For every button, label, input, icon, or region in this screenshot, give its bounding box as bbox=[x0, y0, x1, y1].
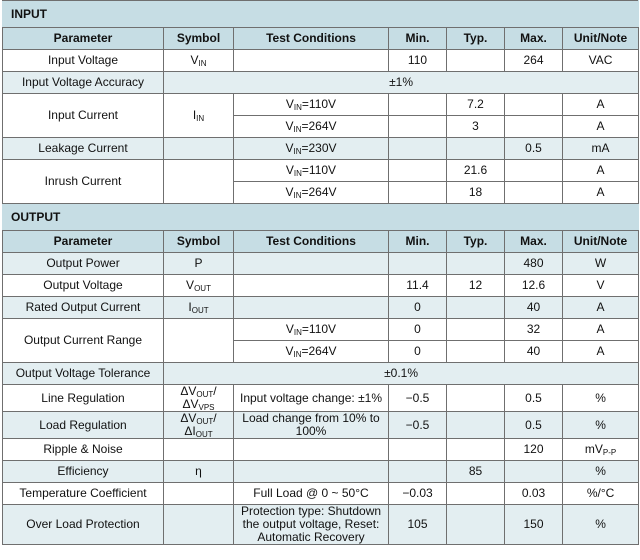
cond-value: =110V bbox=[301, 163, 337, 177]
cond-cell bbox=[234, 253, 389, 275]
col-header-typ: Typ. bbox=[447, 28, 505, 50]
input-column-headers bbox=[3, 28, 639, 50]
param-output-current-range: Output Current Range bbox=[3, 319, 164, 363]
unit-cell: VAC bbox=[563, 50, 639, 72]
typ-cell bbox=[447, 412, 505, 439]
max-cell: 40 bbox=[505, 297, 563, 319]
symbol-cell bbox=[164, 412, 234, 439]
col-header-min: Min. bbox=[389, 231, 447, 253]
unit-cell: A bbox=[563, 182, 639, 204]
max-cell bbox=[505, 461, 563, 483]
cond-subscript: IN bbox=[293, 147, 302, 156]
unit-cell: A bbox=[563, 319, 639, 341]
symbol-text: V bbox=[190, 53, 199, 67]
cond-cell bbox=[234, 94, 389, 116]
table-row bbox=[3, 319, 639, 341]
param-input-voltage: Input Voltage bbox=[3, 50, 164, 72]
min-cell: 105 bbox=[389, 505, 447, 545]
symbol-cell bbox=[164, 505, 234, 545]
typ-cell bbox=[447, 483, 505, 505]
typ-cell bbox=[447, 319, 505, 341]
cond-subscript: IN bbox=[293, 191, 302, 200]
cond-cell bbox=[234, 297, 389, 319]
symbol-cell: η bbox=[164, 461, 234, 483]
unit-cell: % bbox=[563, 385, 639, 412]
cond-cell bbox=[234, 116, 389, 138]
table-row bbox=[3, 505, 639, 545]
cond-text: V bbox=[285, 97, 294, 111]
output-section-header bbox=[3, 204, 639, 231]
value-cell: ±0.1% bbox=[164, 363, 639, 385]
symbol-cell bbox=[164, 138, 234, 160]
max-cell: 32 bbox=[505, 319, 563, 341]
min-cell bbox=[389, 461, 447, 483]
cond-subscript: IN bbox=[293, 169, 302, 178]
typ-cell: 18 bbox=[447, 182, 505, 204]
table-row bbox=[3, 94, 639, 116]
table-row bbox=[3, 412, 639, 439]
min-cell bbox=[389, 94, 447, 116]
typ-cell bbox=[447, 341, 505, 363]
symbol-text: I bbox=[192, 108, 197, 122]
col-header-unit: Unit/Note bbox=[563, 231, 639, 253]
table-row bbox=[3, 50, 639, 72]
unit-cell: % bbox=[563, 412, 639, 439]
input-section-header bbox=[3, 1, 639, 28]
typ-cell bbox=[447, 138, 505, 160]
cond-cell bbox=[234, 138, 389, 160]
cond-cell: Input voltage change: ±1% bbox=[234, 385, 389, 412]
min-cell: −0.5 bbox=[389, 412, 447, 439]
min-cell bbox=[389, 439, 447, 461]
cond-text: V bbox=[285, 322, 294, 336]
cond-text: V bbox=[285, 185, 294, 199]
min-cell: 110 bbox=[389, 50, 447, 72]
typ-cell bbox=[447, 505, 505, 545]
symbol-cell bbox=[164, 94, 234, 138]
symbol-cell bbox=[164, 483, 234, 505]
table-row bbox=[3, 363, 639, 385]
max-cell bbox=[505, 116, 563, 138]
table-row bbox=[3, 461, 639, 483]
param-output-power: Output Power bbox=[3, 253, 164, 275]
param-efficiency: Efficiency bbox=[3, 461, 164, 483]
col-header-typ: Typ. bbox=[447, 231, 505, 253]
max-cell: 12.6 bbox=[505, 275, 563, 297]
symbol-subscript: OUT bbox=[195, 430, 213, 439]
col-header-parameter: Parameter bbox=[3, 28, 164, 50]
cond-cell: Protection type: Shutdown the output voltage, Reset: Automatic Recovery bbox=[234, 505, 389, 545]
param-input-voltage-accuracy: Input Voltage Accuracy bbox=[3, 72, 164, 94]
min-cell bbox=[389, 182, 447, 204]
param-rated-output-current: Rated Output Current bbox=[3, 297, 164, 319]
cond-cell bbox=[234, 461, 389, 483]
col-header-test-conditions: Test Conditions bbox=[234, 28, 389, 50]
typ-cell: 7.2 bbox=[447, 94, 505, 116]
unit-cell: % bbox=[563, 505, 639, 545]
cond-cell: Full Load @ 0 ~ 50°C bbox=[234, 483, 389, 505]
cond-value: =264V bbox=[301, 344, 337, 358]
unit-cell bbox=[563, 439, 639, 461]
symbol-text: /ΔI bbox=[184, 411, 217, 438]
col-header-test-conditions: Test Conditions bbox=[234, 231, 389, 253]
table-row bbox=[3, 253, 639, 275]
cond-cell bbox=[234, 319, 389, 341]
unit-cell: A bbox=[563, 94, 639, 116]
max-cell: 120 bbox=[505, 439, 563, 461]
typ-cell bbox=[447, 297, 505, 319]
symbol-text: V bbox=[186, 278, 195, 292]
unit-cell: A bbox=[563, 341, 639, 363]
param-over-load-protection: Over Load Protection bbox=[3, 505, 164, 545]
typ-cell: 3 bbox=[447, 116, 505, 138]
min-cell: 0 bbox=[389, 319, 447, 341]
symbol-subscript: OUT bbox=[196, 390, 214, 399]
output-column-headers bbox=[3, 231, 639, 253]
cond-subscript: IN bbox=[293, 103, 302, 112]
param-load-regulation: Load Regulation bbox=[3, 412, 164, 439]
max-cell: 0.5 bbox=[505, 138, 563, 160]
symbol-subscript: VPS bbox=[198, 403, 215, 412]
max-cell: 150 bbox=[505, 505, 563, 545]
unit-cell: %/°C bbox=[563, 483, 639, 505]
symbol-subscript: OUT bbox=[191, 306, 209, 315]
unit-cell: V bbox=[563, 275, 639, 297]
unit-cell: W bbox=[563, 253, 639, 275]
cond-cell bbox=[234, 341, 389, 363]
col-header-parameter: Parameter bbox=[3, 231, 164, 253]
min-cell bbox=[389, 138, 447, 160]
param-inrush-current: Inrush Current bbox=[3, 160, 164, 204]
typ-cell: 85 bbox=[447, 461, 505, 483]
table-row bbox=[3, 385, 639, 412]
table-row bbox=[3, 439, 639, 461]
symbol-cell bbox=[164, 297, 234, 319]
cond-subscript: IN bbox=[293, 125, 302, 134]
symbol-subscript: OUT bbox=[196, 417, 214, 426]
typ-cell bbox=[447, 439, 505, 461]
table-row bbox=[3, 297, 639, 319]
col-header-max: Max. bbox=[505, 28, 563, 50]
symbol-text: I bbox=[188, 300, 192, 314]
max-cell bbox=[505, 94, 563, 116]
input-section-title: INPUT bbox=[3, 1, 639, 28]
value-cell: ±1% bbox=[164, 72, 639, 94]
cond-value: =110V bbox=[301, 97, 337, 111]
param-output-voltage: Output Voltage bbox=[3, 275, 164, 297]
symbol-subscript: IN bbox=[196, 114, 205, 123]
symbol-text: ΔV bbox=[180, 411, 197, 425]
cond-text: V bbox=[285, 163, 294, 177]
col-header-symbol: Symbol bbox=[164, 231, 234, 253]
spec-table bbox=[2, 0, 639, 545]
param-line-regulation: Line Regulation bbox=[3, 385, 164, 412]
unit-cell: A bbox=[563, 116, 639, 138]
table-row bbox=[3, 275, 639, 297]
symbol-subscript: IN bbox=[198, 59, 207, 68]
table-row bbox=[3, 138, 639, 160]
typ-cell: 21.6 bbox=[447, 160, 505, 182]
unit-text: mV bbox=[584, 442, 603, 456]
max-cell: 40 bbox=[505, 341, 563, 363]
cond-cell bbox=[234, 275, 389, 297]
typ-cell bbox=[447, 50, 505, 72]
unit-cell: A bbox=[563, 160, 639, 182]
unit-cell: % bbox=[563, 461, 639, 483]
min-cell bbox=[389, 160, 447, 182]
cond-cell bbox=[234, 182, 389, 204]
max-cell bbox=[505, 160, 563, 182]
param-leakage-current: Leakage Current bbox=[3, 138, 164, 160]
symbol-cell bbox=[164, 160, 234, 204]
cond-value: =110V bbox=[301, 322, 337, 336]
unit-subscript: P-P bbox=[602, 448, 617, 457]
max-cell bbox=[505, 182, 563, 204]
min-cell: 0 bbox=[389, 297, 447, 319]
cond-text: V bbox=[285, 119, 294, 133]
min-cell: −0.03 bbox=[389, 483, 447, 505]
symbol-subscript: OUT bbox=[194, 284, 211, 293]
max-cell: 0.5 bbox=[505, 412, 563, 439]
cond-cell bbox=[234, 160, 389, 182]
unit-cell: mA bbox=[563, 138, 639, 160]
cond-cell bbox=[234, 439, 389, 461]
typ-cell: 12 bbox=[447, 275, 505, 297]
symbol-cell bbox=[164, 319, 234, 363]
min-cell: −0.5 bbox=[389, 385, 447, 412]
symbol-text: ΔV bbox=[180, 384, 197, 398]
table-row bbox=[3, 72, 639, 94]
max-cell: 0.5 bbox=[505, 385, 563, 412]
min-cell bbox=[389, 116, 447, 138]
col-header-unit: Unit/Note bbox=[563, 28, 639, 50]
min-cell: 11.4 bbox=[389, 275, 447, 297]
symbol-text: /ΔV bbox=[182, 384, 217, 411]
table-row bbox=[3, 160, 639, 182]
typ-cell bbox=[447, 253, 505, 275]
cond-value: =264V bbox=[301, 185, 337, 199]
param-ripple-noise: Ripple & Noise bbox=[3, 439, 164, 461]
cond-text: V bbox=[285, 141, 294, 155]
max-cell: 480 bbox=[505, 253, 563, 275]
min-cell: 0 bbox=[389, 341, 447, 363]
col-header-symbol: Symbol bbox=[164, 28, 234, 50]
cond-value: =230V bbox=[301, 141, 337, 155]
col-header-min: Min. bbox=[389, 28, 447, 50]
param-output-voltage-tolerance: Output Voltage Tolerance bbox=[3, 363, 164, 385]
table-row bbox=[3, 483, 639, 505]
max-cell: 264 bbox=[505, 50, 563, 72]
cond-subscript: IN bbox=[293, 350, 302, 359]
symbol-cell bbox=[164, 275, 234, 297]
symbol-cell bbox=[164, 50, 234, 72]
symbol-cell bbox=[164, 385, 234, 412]
min-cell bbox=[389, 253, 447, 275]
cond-cell bbox=[234, 50, 389, 72]
col-header-max: Max. bbox=[505, 231, 563, 253]
cond-cell: Load change from 10% to 100% bbox=[234, 412, 389, 439]
symbol-cell: P bbox=[164, 253, 234, 275]
cond-text: V bbox=[285, 344, 294, 358]
cond-value: =264V bbox=[301, 119, 337, 133]
max-cell: 0.03 bbox=[505, 483, 563, 505]
param-temperature-coefficient: Temperature Coefficient bbox=[3, 483, 164, 505]
cond-subscript: IN bbox=[293, 328, 302, 337]
output-section-title: OUTPUT bbox=[3, 204, 639, 231]
param-input-current: Input Current bbox=[3, 94, 164, 138]
symbol-cell bbox=[164, 439, 234, 461]
unit-cell: A bbox=[563, 297, 639, 319]
typ-cell bbox=[447, 385, 505, 412]
